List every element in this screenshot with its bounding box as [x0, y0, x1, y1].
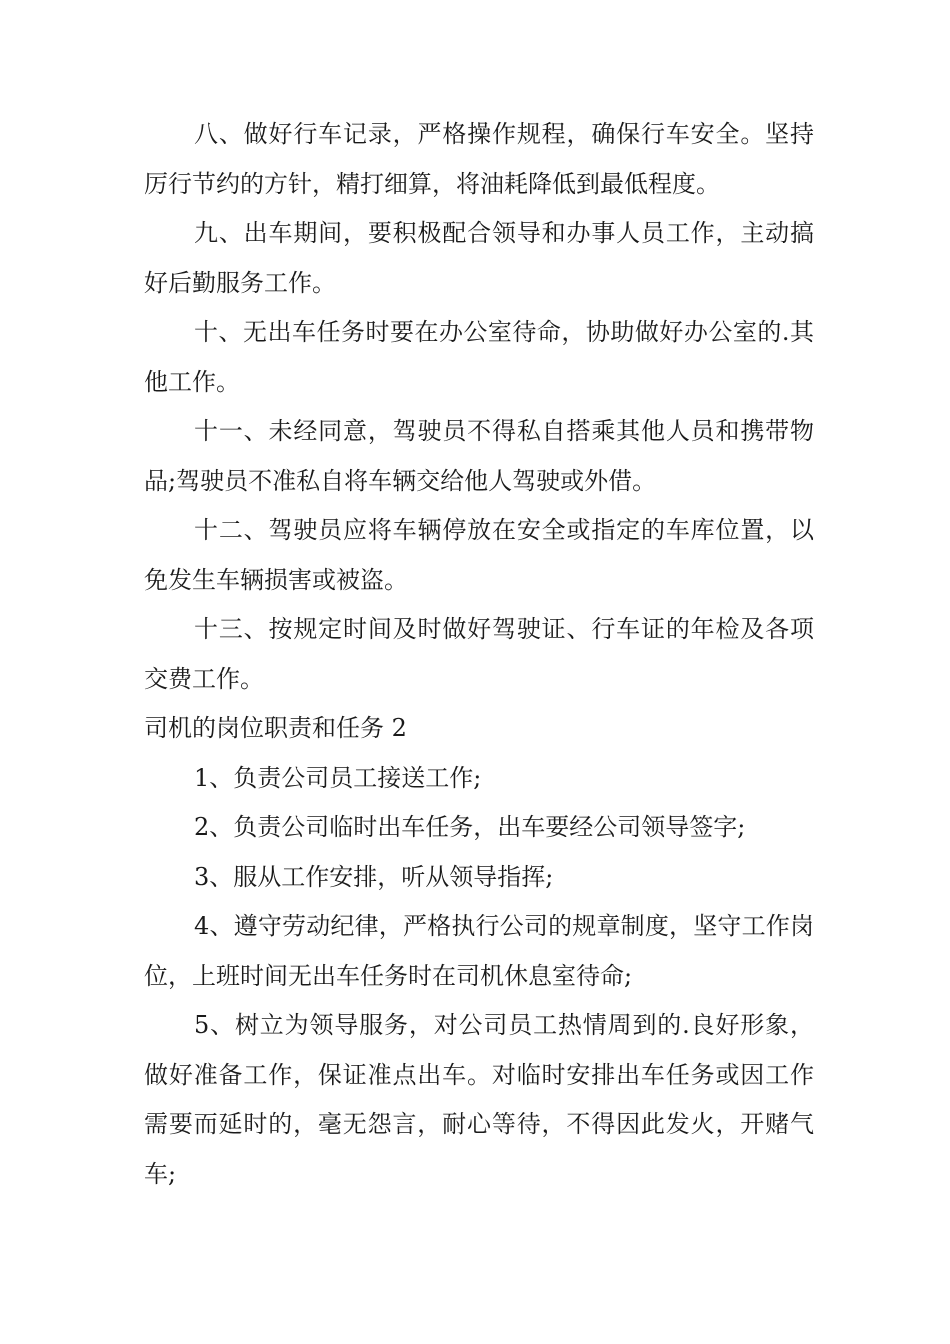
paragraph-item-9: 九、出车期间，要积极配合领导和办事人员工作，主动搞好后勤服务工作。: [144, 219, 814, 297]
duty-item-1: 1、负责公司员工接送工作;: [194, 763, 482, 792]
paragraph-item-11: 十一、未经同意，驾驶员不得私自搭乘其他人员和携带物品;驾驶员不准私自将车辆交给他人驾驶或外借。: [144, 417, 814, 495]
paragraph-item-12: 十二、驾驶员应将车辆停放在安全或指定的车库位置，以免发生车辆损害或被盗。: [144, 516, 814, 594]
duty-item-5: 5、树立为领导服务，对公司员工热情周到的.良好形象，做好准备工作，保证准点出车。对临时安排出车任务或因工作需要而延时的，毫无怨言，耐心等待，不得因此发火，开赌气车;: [144, 1011, 814, 1188]
document-body: [144, 110, 814, 1199]
paragraph-item-13: 十三、按规定时间及时做好驾驶证、行车证的年检及各项交费工作。: [144, 615, 814, 693]
paragraph-item-8: 八、做好行车记录，严格操作规程，确保行车安全。坚持厉行节约的方针，精打细算，将油耗降低到最低程度。: [144, 120, 814, 198]
duty-item-3: 3、服从工作安排，听从领导指挥;: [194, 862, 554, 891]
duty-item-4: 4、遵守劳动纪律，严格执行公司的规章制度，坚守工作岗位，上班时间无出车任务时在司机休息室待命;: [144, 912, 814, 990]
duty-item-2: 2、负责公司临时出车任务，出车要经公司领导签字;: [194, 813, 746, 841]
section-heading: 司机的岗位职责和任务 2: [144, 714, 407, 742]
paragraph-item-10: 十、无出车任务时要在办公室待命，协助做好办公室的.其他工作。: [144, 318, 814, 396]
